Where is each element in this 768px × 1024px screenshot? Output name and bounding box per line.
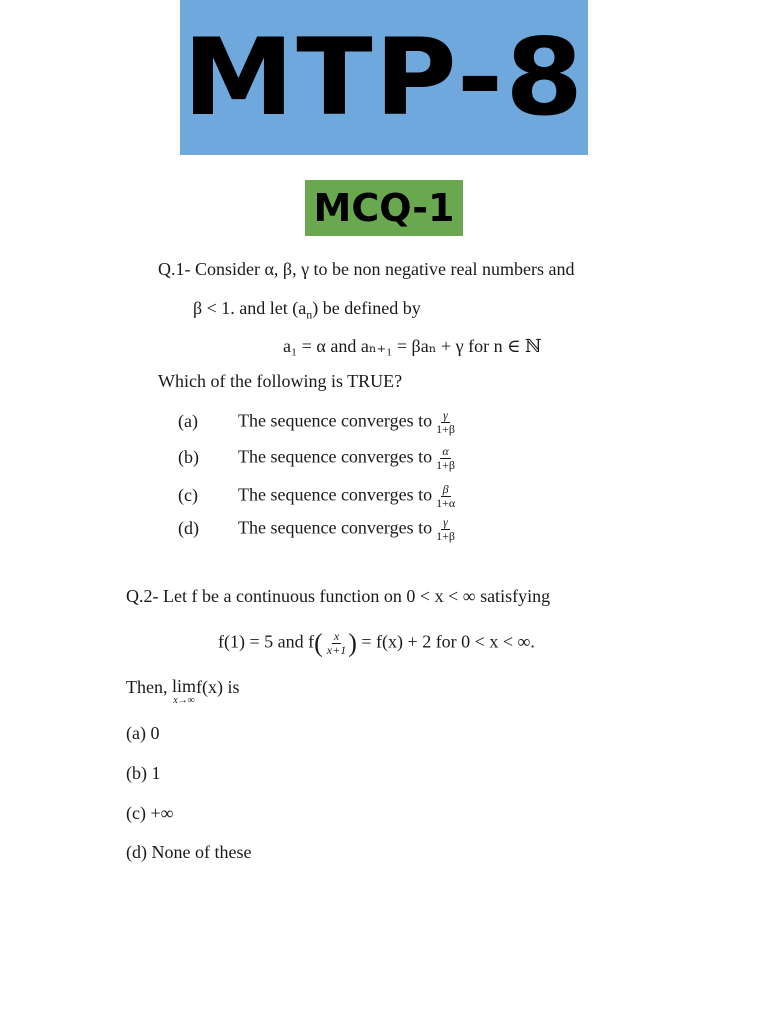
q2-option-d: (d) None of these	[126, 842, 252, 862]
section-badge	[305, 180, 463, 236]
section-title: MCQ-1	[313, 186, 455, 230]
equation-fraction	[325, 630, 348, 657]
q1-recurrence: a₁ = α and aₙ₊₁ = βaₙ + γ for n ∈ ℕ	[283, 336, 542, 356]
fraction-numerator: γ	[443, 408, 448, 422]
option-fraction	[434, 483, 457, 510]
option-fraction	[434, 516, 457, 543]
prompt-end: f(x) is	[196, 677, 240, 697]
q2-equation	[218, 630, 535, 657]
page-title: MTP-8	[182, 15, 586, 140]
fraction-denominator: 1+α	[436, 496, 456, 510]
q2-prompt	[126, 676, 240, 706]
left-paren: (	[314, 628, 323, 658]
q1-option-a	[178, 409, 457, 436]
option-letter: (d)	[178, 517, 199, 538]
fraction-denominator: 1+β	[436, 422, 455, 436]
limit-operator	[172, 676, 196, 706]
option-letter: (b)	[178, 446, 199, 467]
q2-line1: Q.2- Let f be a continuous function on 0 < x < ∞ satisfying	[126, 586, 551, 606]
right-paren: )	[348, 628, 357, 658]
title-banner	[180, 0, 588, 155]
fraction-numerator: α	[442, 444, 449, 458]
q1-line2	[193, 297, 421, 326]
fraction-denominator: x+1	[326, 643, 347, 657]
option-letter: (c)	[178, 484, 198, 505]
limit-subscript: x→∞	[173, 695, 195, 706]
q1-option-d	[178, 516, 457, 543]
fraction-numerator: x	[333, 629, 340, 643]
prompt-start: Then,	[126, 677, 168, 697]
option-text: The sequence converges to	[238, 484, 433, 505]
fraction-numerator: γ	[443, 515, 448, 529]
q2-option-a: (a) 0	[126, 723, 160, 743]
q1-line2-sub: n	[306, 307, 313, 322]
option-text: The sequence converges to	[238, 446, 433, 467]
q1-line1: Q.1- Consider α, β, γ to be non negative real numbers and	[158, 259, 575, 279]
q1-line2-start: β < 1. and let (a	[193, 298, 307, 318]
q2-option-b: (b) 1	[126, 763, 161, 783]
option-text: The sequence converges to	[238, 517, 433, 538]
equation-right: = f(x) + 2 for 0 < x < ∞.	[361, 631, 535, 652]
option-fraction	[434, 445, 457, 472]
q1-option-b	[178, 445, 457, 472]
q1-prompt: Which of the following is TRUE?	[158, 371, 403, 391]
option-letter: (a)	[178, 410, 198, 431]
fraction-denominator: 1+β	[436, 529, 455, 543]
fraction-numerator: β	[442, 482, 449, 496]
q1-line2-end: ) be defined by	[312, 298, 421, 318]
limit-word: lim	[171, 676, 196, 696]
q1-option-c	[178, 483, 457, 510]
fraction-denominator: 1+β	[436, 458, 455, 472]
option-text: The sequence converges to	[238, 410, 433, 431]
equation-left: f(1) = 5 and f	[218, 631, 315, 652]
q2-option-c: (c) +∞	[126, 803, 174, 823]
option-fraction	[434, 409, 457, 436]
